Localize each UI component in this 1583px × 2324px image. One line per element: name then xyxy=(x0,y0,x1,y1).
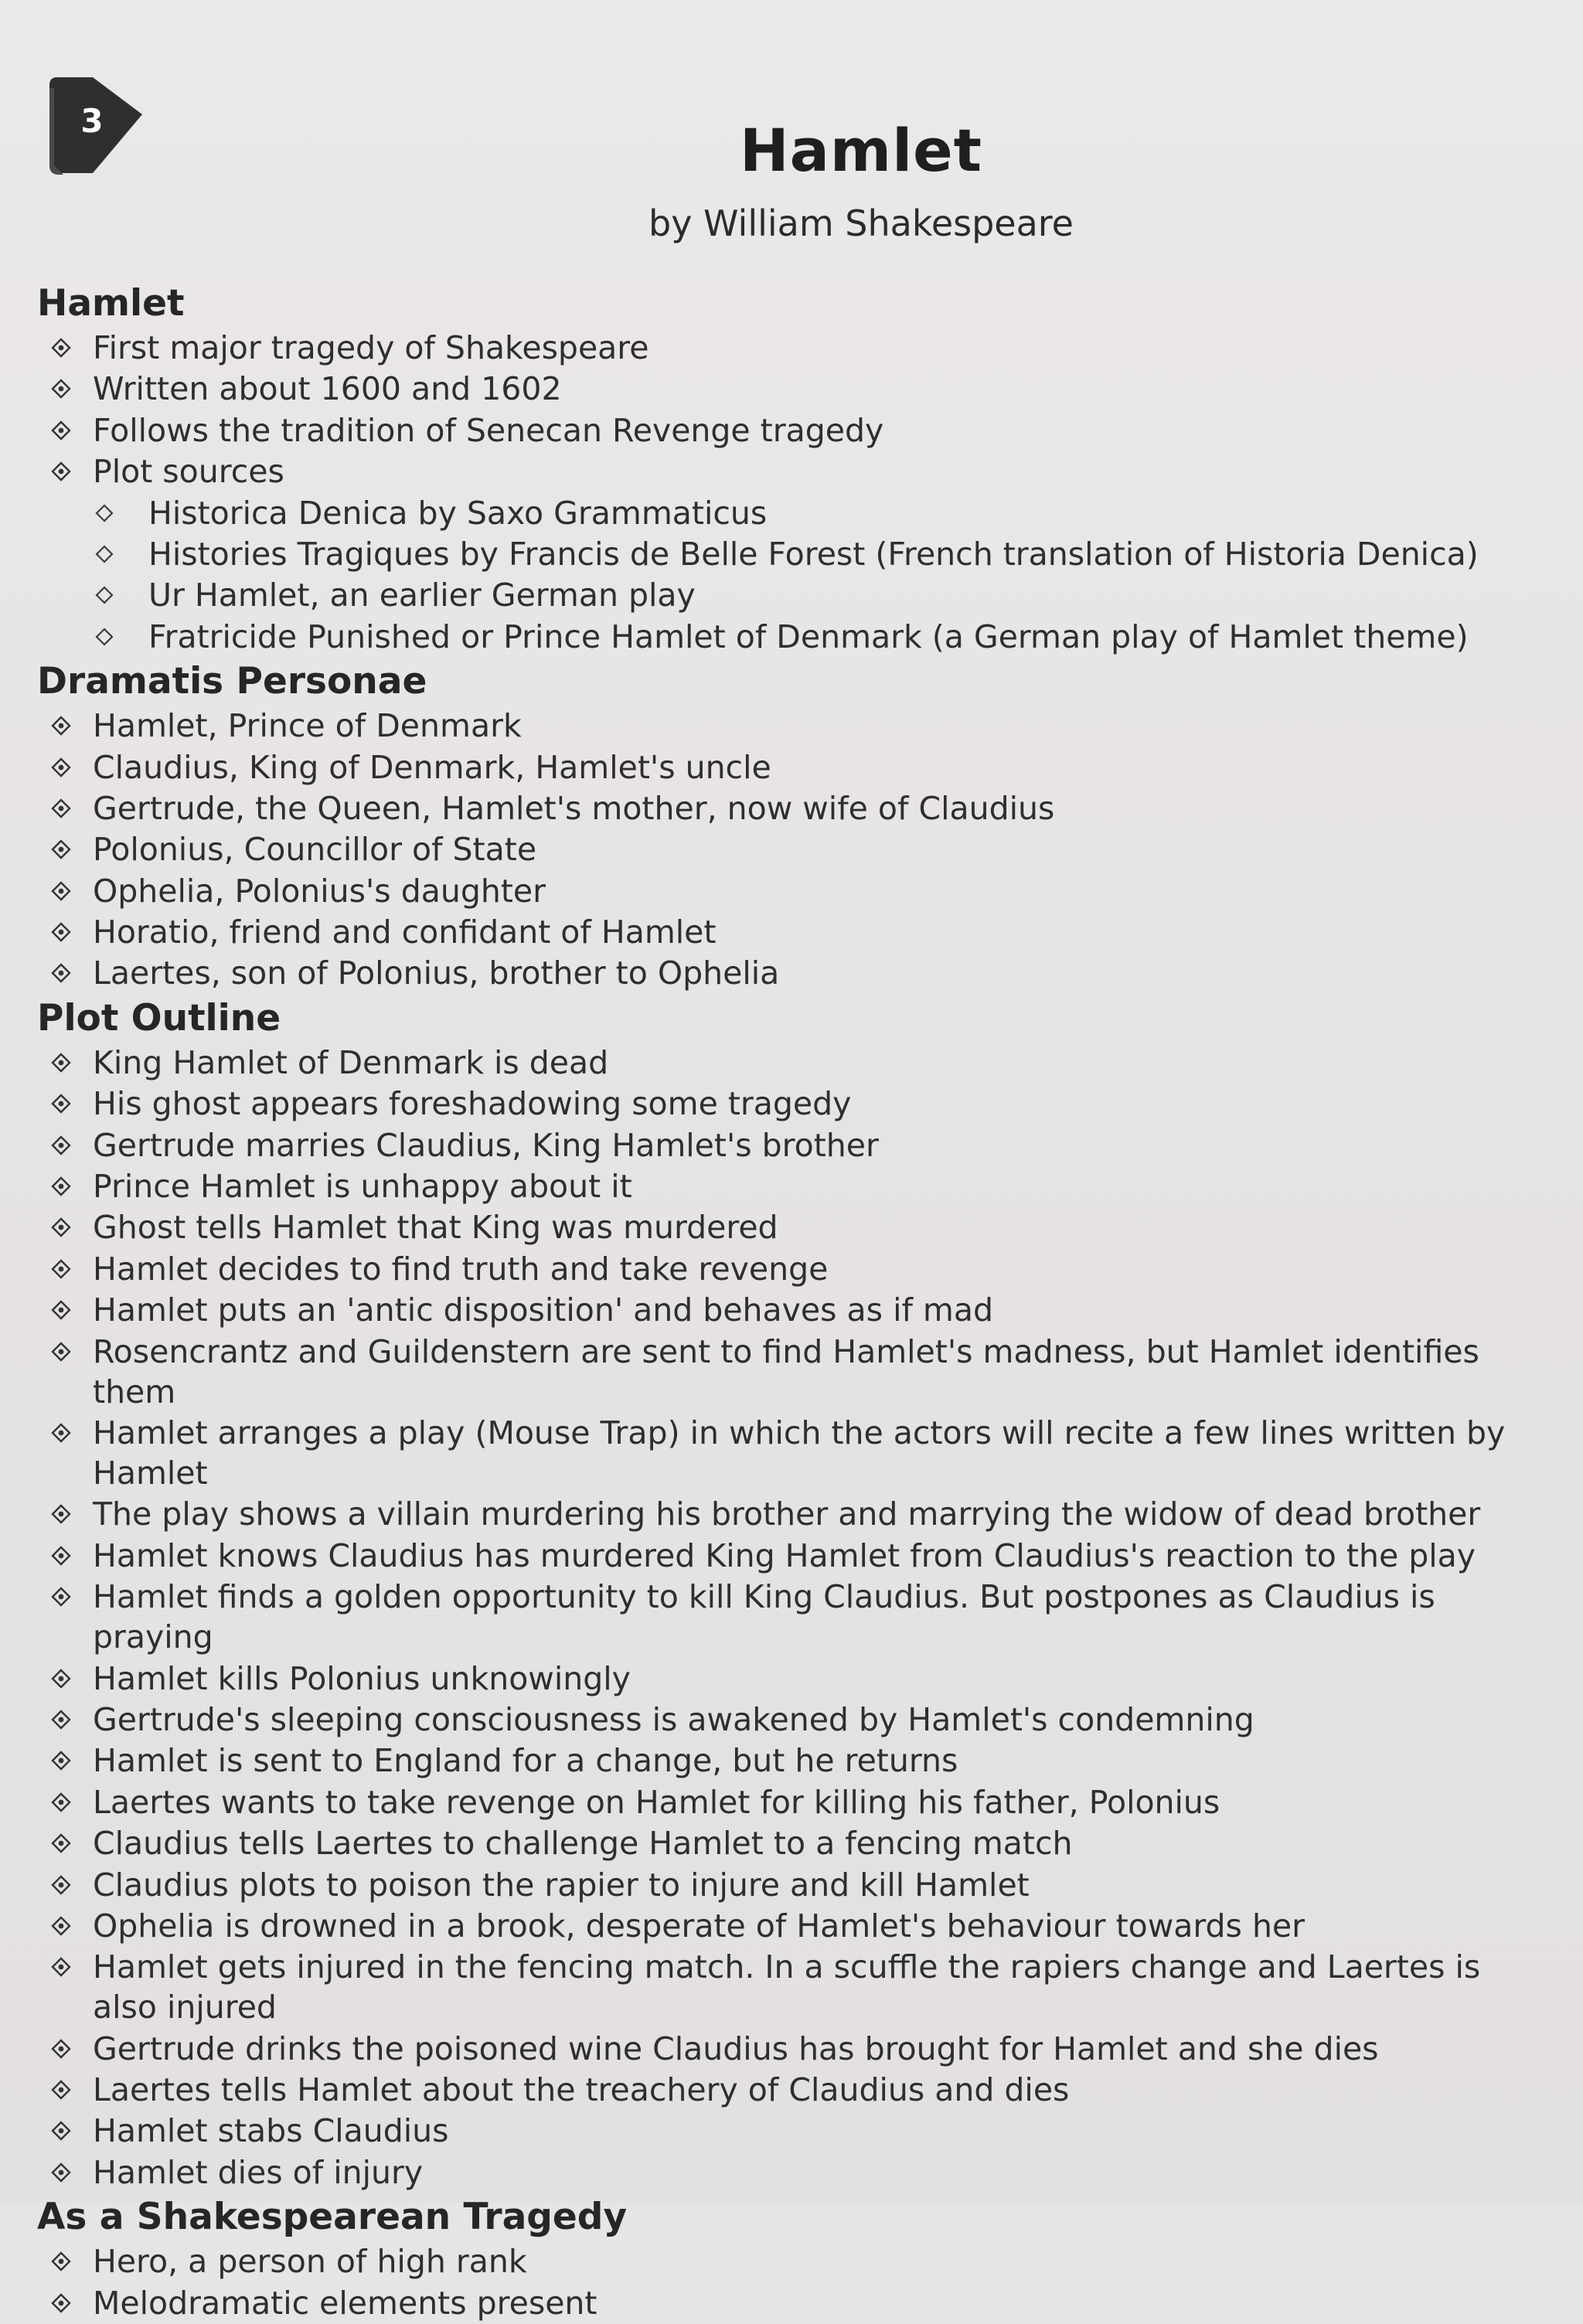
list-item: Follows the tradition of Senecan Revenge tragedy xyxy=(37,410,1552,451)
list-item: Rosencrantz and Guildenstern are sent to find Hamlet's madness, but Hamlet identifies them xyxy=(37,1332,1552,1412)
diamond-bullet-icon xyxy=(51,839,71,859)
list-item: Hamlet is sent to England for a change, but he returns xyxy=(37,1740,1552,1781)
section-heading-shakespearean-tragedy: As a Shakespearean Tragedy xyxy=(37,2196,628,2239)
diamond-bullet-icon xyxy=(51,2251,71,2271)
diamond-bullet-icon xyxy=(51,1792,71,1812)
list-item: Claudius, King of Denmark, Hamlet's uncle xyxy=(37,747,1552,788)
diamond-bullet-icon xyxy=(51,1504,71,1524)
diamond-bullet-icon xyxy=(51,1300,71,1320)
hollow-diamond-bullet-icon xyxy=(94,627,114,647)
list-item: The play shows a villain murdering his brother and marrying the widow of dead brother xyxy=(37,1494,1552,1534)
list-item: Claudius tells Laertes to challenge Hamlet to a fencing match xyxy=(37,1823,1552,1863)
diamond-bullet-icon xyxy=(51,461,71,481)
list-item: Polonius, Councillor of State xyxy=(37,829,1552,869)
diamond-bullet-icon xyxy=(51,1833,71,1853)
diamond-bullet-icon xyxy=(51,1176,71,1196)
list-item: Melodramatic elements present xyxy=(37,2283,1552,2323)
diamond-bullet-icon xyxy=(51,963,71,983)
list-item: Hamlet kills Polonius unknowingly xyxy=(37,1659,1552,1699)
list-item: Plot sources xyxy=(37,451,1552,492)
diamond-bullet-icon xyxy=(51,922,71,942)
diamond-bullet-icon xyxy=(51,2039,71,2059)
section-heading-hamlet: Hamlet xyxy=(37,282,185,325)
list-item: Horatio, friend and confidant of Hamlet xyxy=(37,912,1552,952)
sub-list-item: Ur Hamlet, an earlier German play xyxy=(37,575,1552,615)
page-byline: by William Shakespeare xyxy=(649,202,1074,244)
diamond-bullet-icon xyxy=(51,2293,71,2313)
diamond-bullet-icon xyxy=(51,1217,71,1237)
list-item: Gertrude drinks the poisoned wine Claudius has brought for Hamlet and she dies xyxy=(37,2029,1552,2069)
list-item: Laertes wants to take revenge on Hamlet for killing his father, Polonius xyxy=(37,1782,1552,1822)
list-item: Laertes, son of Polonius, brother to Ophelia xyxy=(37,953,1552,993)
diamond-bullet-icon xyxy=(51,1259,71,1279)
list-item: Ghost tells Hamlet that King was murdered xyxy=(37,1207,1552,1247)
list-item: Hamlet, Prince of Denmark xyxy=(37,706,1552,746)
list-item: Hamlet puts an 'antic disposition' and behaves as if mad xyxy=(37,1290,1552,1330)
chapter-number: 3 xyxy=(80,102,104,140)
hollow-diamond-bullet-icon xyxy=(94,544,114,564)
hamlet-list xyxy=(37,328,1552,657)
list-item: Gertrude, the Queen, Hamlet's mother, now wife of Claudius xyxy=(37,788,1552,829)
diamond-bullet-icon xyxy=(51,1710,71,1730)
diamond-bullet-icon xyxy=(51,1916,71,1936)
list-item: First major tragedy of Shakespeare xyxy=(37,328,1552,368)
diamond-bullet-icon xyxy=(51,1957,71,1977)
diamond-bullet-icon xyxy=(51,1875,71,1895)
list-item: Hamlet stabs Claudius xyxy=(37,2111,1552,2151)
list-item: Gertrude marries Claudius, King Hamlet's brother xyxy=(37,1125,1552,1165)
diamond-bullet-icon xyxy=(51,379,71,399)
diamond-bullet-icon xyxy=(51,757,71,778)
list-item: Ophelia is drowned in a brook, desperate of Hamlet's behaviour towards her xyxy=(37,1906,1552,1946)
list-item: Prince Hamlet is unhappy about it xyxy=(37,1166,1552,1206)
diamond-bullet-icon xyxy=(51,420,71,441)
list-item: Hamlet finds a golden opportunity to kill King Claudius. But postpones as Claudius is praying xyxy=(37,1577,1552,1657)
diamond-bullet-icon xyxy=(51,1094,71,1114)
diamond-bullet-icon xyxy=(51,1546,71,1566)
list-item: His ghost appears foreshadowing some tragedy xyxy=(37,1084,1552,1124)
diamond-bullet-icon xyxy=(51,2080,71,2100)
list-item: Hamlet knows Claudius has murdered King Hamlet from Claudius's reaction to the play xyxy=(37,1536,1552,1576)
hollow-diamond-bullet-icon xyxy=(94,503,114,523)
list-item: Hamlet decides to find truth and take revenge xyxy=(37,1249,1552,1289)
section-heading-dramatis-personae: Dramatis Personae xyxy=(37,660,427,703)
list-item: Ophelia, Polonius's daughter xyxy=(37,871,1552,911)
list-item: Hamlet gets injured in the fencing match. In a scuffle the rapiers change and Laertes is also injured xyxy=(37,1947,1552,2027)
diamond-bullet-icon xyxy=(51,1053,71,1073)
page-title: Hamlet xyxy=(739,116,982,185)
document-body xyxy=(37,280,1552,2324)
hollow-diamond-bullet-icon xyxy=(94,585,114,605)
diamond-bullet-icon xyxy=(51,1423,71,1443)
diamond-bullet-icon xyxy=(51,1587,71,1607)
diamond-bullet-icon xyxy=(51,1135,71,1155)
dramatis-personae-list xyxy=(37,706,1552,993)
list-item: Gertrude's sleeping consciousness is awakened by Hamlet's condemning xyxy=(37,1700,1552,1740)
list-item: King Hamlet of Denmark is dead xyxy=(37,1043,1552,1083)
list-item: Hamlet arranges a play (Mouse Trap) in which the actors will recite a few lines written by Hamlet xyxy=(37,1413,1552,1493)
diamond-bullet-icon xyxy=(51,1751,71,1771)
sub-list-item: Histories Tragiques by Francis de Belle Forest (French translation of Historia Denica) xyxy=(37,534,1552,574)
diamond-bullet-icon xyxy=(51,2162,71,2183)
diamond-bullet-icon xyxy=(51,716,71,736)
list-item: Laertes tells Hamlet about the treachery of Claudius and dies xyxy=(37,2070,1552,2110)
section-heading-plot-outline: Plot Outline xyxy=(37,996,281,1040)
list-item: Hamlet dies of injury xyxy=(37,2152,1552,2193)
diamond-bullet-icon xyxy=(51,881,71,901)
diamond-bullet-icon xyxy=(51,338,71,358)
tragedy-list xyxy=(37,2241,1552,2322)
list-item: Written about 1600 and 1602 xyxy=(37,369,1552,409)
list-item: Claudius plots to poison the rapier to injure and kill Hamlet xyxy=(37,1865,1552,1905)
plot-outline-list xyxy=(37,1043,1552,2193)
diamond-bullet-icon xyxy=(51,1342,71,1362)
list-item: Hero, a person of high rank xyxy=(37,2241,1552,2281)
diamond-bullet-icon xyxy=(51,1669,71,1689)
sub-list-item: Historica Denica by Saxo Grammaticus xyxy=(37,493,1552,533)
sub-list-item: Fratricide Punished or Prince Hamlet of Denmark (a German play of Hamlet theme) xyxy=(37,617,1552,657)
diamond-bullet-icon xyxy=(51,2121,71,2141)
diamond-bullet-icon xyxy=(51,798,71,818)
